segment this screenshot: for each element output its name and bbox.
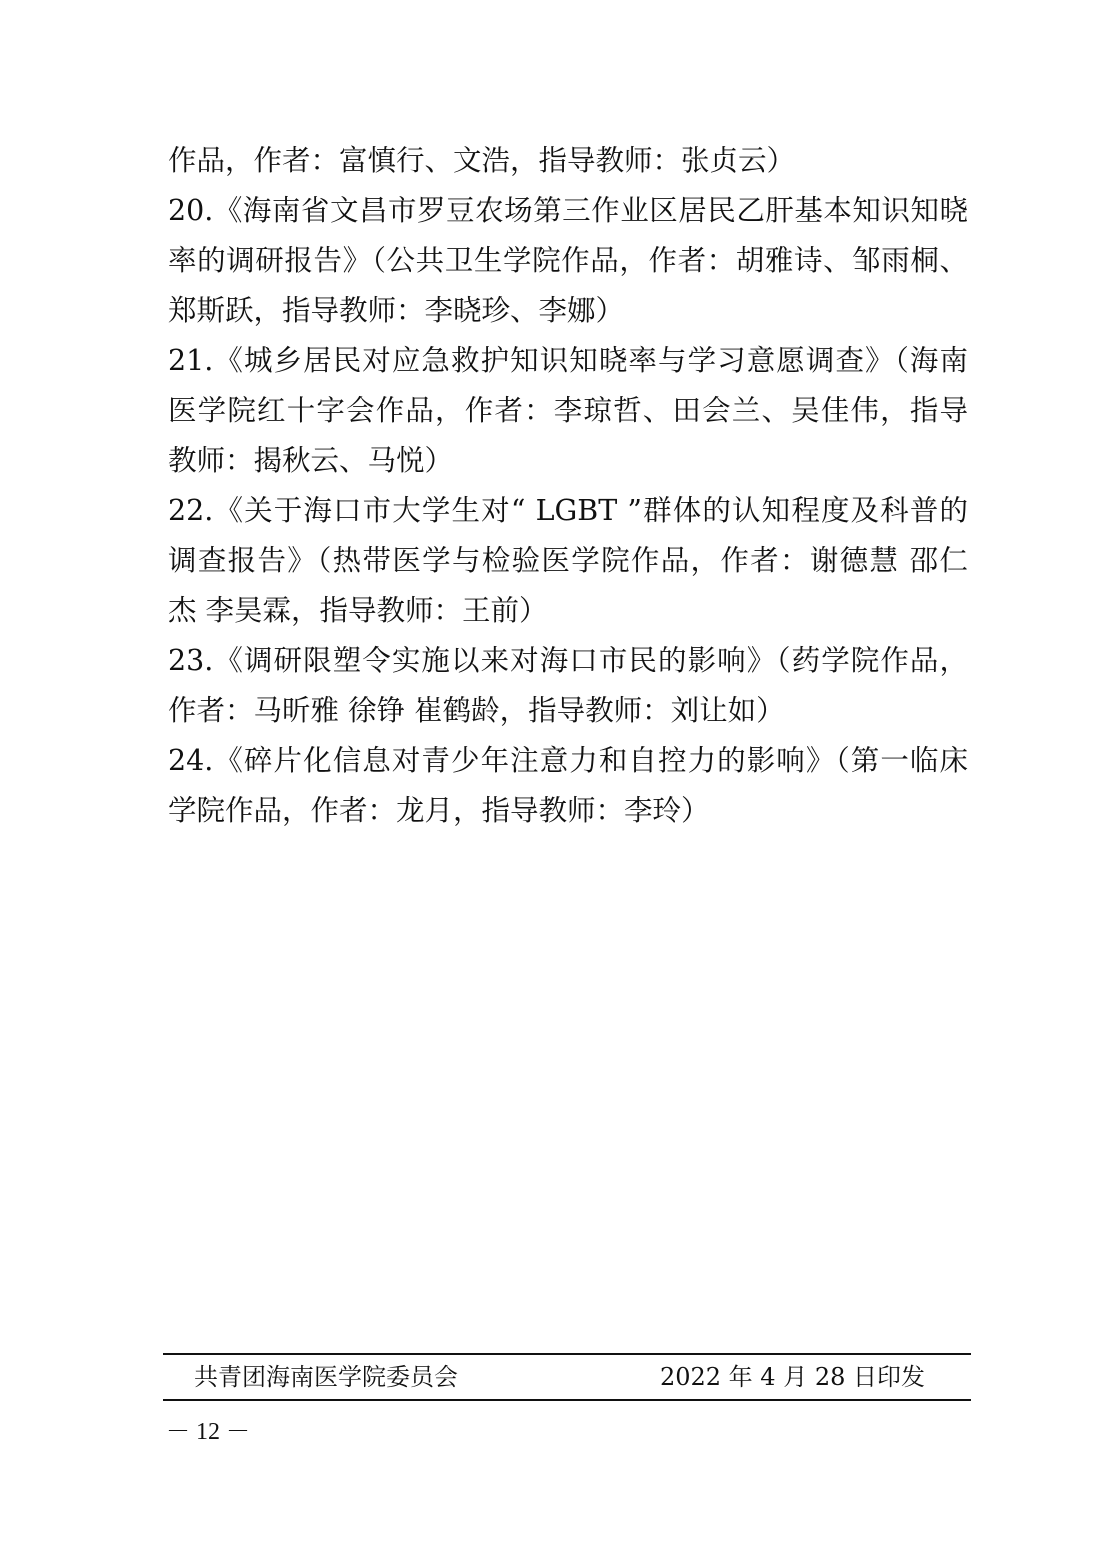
issuer-name: 共青团海南医学院委员会 — [194, 1363, 458, 1391]
text-line: 杰 李昊霖，指导教师：王前） — [168, 594, 548, 627]
text-line: 20.《海南省文昌市罗豆农场第三作业区居民乙肝基本知识知晓 — [168, 194, 968, 227]
text-line: 教师：揭秋云、马悦） — [168, 444, 454, 477]
print-footer — [163, 1353, 971, 1401]
text-line: 学院作品，作者：龙月，指导教师：李玲） — [168, 794, 710, 827]
text-line: 作品，作者：富慎行、文浩，指导教师：张贞云） — [168, 144, 796, 177]
text-line: 24.《碎片化信息对青少年注意力和自控力的影响》（第一临床 — [168, 744, 968, 777]
text-line: 医学院红十字会作品，作者：李琼哲、田会兰、吴佳伟，指导 — [168, 394, 968, 427]
text-line: 率的调研报告》（公共卫生学院作品，作者：胡雅诗、邹雨桐、 — [168, 244, 968, 277]
document-body — [168, 136, 968, 836]
text-line: 郑斯跃，指导教师：李晓珍、李娜） — [168, 294, 625, 327]
page-number: － 12 － — [166, 1419, 250, 1445]
text-line: 作者：马昕雅 徐铮 崔鹤龄，指导教师：刘让如） — [168, 694, 785, 727]
text-line: 调查报告》（热带医学与检验医学院作品，作者：谢德慧 邵仁 — [168, 544, 968, 577]
text-line: 22.《关于海口市大学生对“ LGBT ”群体的认知程度及科普的 — [168, 494, 968, 527]
text-line: 21.《城乡居民对应急救护知识知晓率与学习意愿调查》（海南 — [168, 344, 968, 377]
print-date: 2022 年 4 月 28 日印发 — [659, 1363, 925, 1391]
text-line: 23.《调研限塑令实施以来对海口市民的影响》（药学院作品， — [168, 644, 968, 677]
